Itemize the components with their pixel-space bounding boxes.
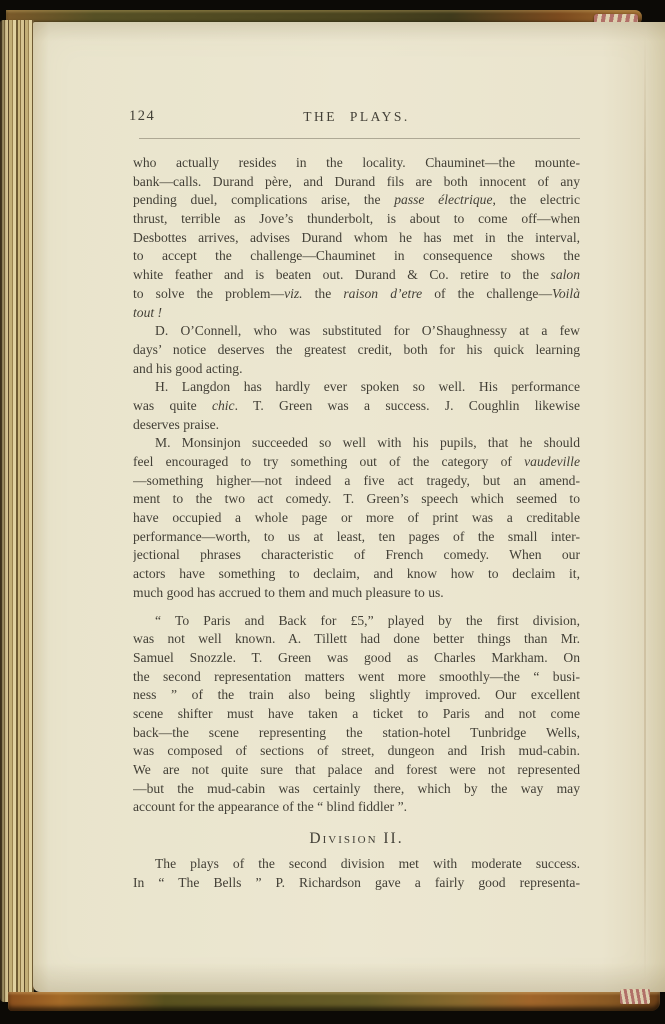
text-line: bank—calls. Durand père, and Durand fils are both innocent of any bbox=[133, 173, 580, 189]
text-line: —something higher—not indeed a five act tragedy, but an amend- bbox=[133, 472, 580, 488]
text-line: jectional phrases characteristic of French comedy. When our bbox=[133, 547, 580, 563]
text-line: H. Langdon has hardly ever spoken so well. His performance bbox=[155, 379, 580, 395]
headband-bottom bbox=[620, 989, 650, 1004]
text-line: to accept the challenge—Chauminet in consequence shows the bbox=[133, 248, 580, 264]
text-line: We are not quite sure that palace and forest were not represented bbox=[133, 762, 580, 777]
text-line: In “ The Bells ” P. Richardson gave a fairly good representa- bbox=[133, 874, 580, 890]
book-cover-bottom-edge bbox=[8, 992, 660, 1011]
text-line: the second representation matters went more smoothly—the “ busi- bbox=[133, 668, 580, 684]
text-line: Desbottes arrives, advises Durand whom he has met in the interval, bbox=[133, 229, 580, 245]
text-line: feel encouraged to try something out of the category of vaudeville bbox=[133, 454, 580, 469]
paragraph bbox=[133, 322, 580, 378]
text-line: D. O’Connell, who was substituted for O’Shaughnessy at a few bbox=[155, 323, 580, 339]
text-line: to solve the problem—viz. the raison d’etre of the challenge—Voilà bbox=[133, 285, 580, 301]
text-line: performance—worth, to us at least, ten pages of the small inter- bbox=[133, 528, 580, 544]
paragraph bbox=[133, 154, 580, 322]
text-line: account for the appearance of the “ blind fiddler ”. bbox=[133, 799, 408, 815]
text-line: deserves praise. bbox=[133, 416, 220, 432]
text-line: was composed of sections of street, dungeon and Irish mud-cabin. bbox=[133, 743, 580, 759]
paragraph bbox=[133, 855, 580, 892]
text-line: back—the scene representing the station-hotel Tunbridge Wells, bbox=[133, 724, 580, 740]
text-column bbox=[133, 154, 580, 892]
text-line: The plays of the second division met with moderate success. bbox=[155, 856, 580, 872]
running-title: THE PLAYS. bbox=[303, 109, 410, 124]
text-line: scene shifter must have taken a ticket to Paris and not come bbox=[133, 705, 580, 721]
text-line: was quite chic. T. Green was a success. J. Coughlin likewise bbox=[133, 397, 580, 413]
text-line: have occupied a whole page or more of print was a creditable bbox=[133, 510, 580, 526]
paragraph bbox=[133, 434, 580, 602]
book-page bbox=[33, 22, 665, 992]
text-line: much good has accrued to them and much pleasure to us. bbox=[133, 584, 444, 600]
page-edge-stack bbox=[0, 20, 34, 1002]
text-line: and his good acting. bbox=[133, 360, 243, 376]
text-line: actors have something to declaim, and know how to declaim it, bbox=[133, 566, 580, 582]
text-line: was not well known. A. Tillett had done better things than Mr. bbox=[133, 631, 580, 647]
section-heading: Division II. bbox=[309, 830, 404, 848]
text-line: thrust, terrible as Jove’s thunderbolt, is about to come off—when bbox=[133, 211, 580, 227]
text-line: Samuel Snozzle. T. Green was good as Charles Markham. On bbox=[133, 649, 580, 665]
header-rule bbox=[139, 138, 580, 139]
text-line: who actually resides in the locality. Chauminet—the mounte- bbox=[133, 155, 580, 170]
text-line: tout ! bbox=[133, 304, 163, 320]
text-line: ness ” of the train also being slightly improved. Our excellent bbox=[133, 687, 580, 703]
text-line: —but the mud-cabin was certainly there, which by the way may bbox=[133, 780, 580, 796]
text-line: days’ notice deserves the greatest credit, both for his quick learning bbox=[133, 341, 580, 357]
page-number: 124 bbox=[129, 108, 156, 124]
text-line: pending duel, complications arise, the passe électrique, the electric bbox=[133, 192, 580, 208]
paragraph bbox=[133, 612, 580, 818]
paragraph bbox=[133, 378, 580, 434]
text-line: “ To Paris and Back for £5,” played by the first division, bbox=[155, 612, 580, 628]
text-line: ment to the two act comedy. T. Green’s speech which seemed to bbox=[133, 491, 580, 507]
text-line: white feather and is beaten out. Durand & Co. retire to the salon bbox=[133, 267, 580, 283]
text-line: M. Monsinjon succeeded so well with his pupils, that he should bbox=[155, 435, 580, 451]
